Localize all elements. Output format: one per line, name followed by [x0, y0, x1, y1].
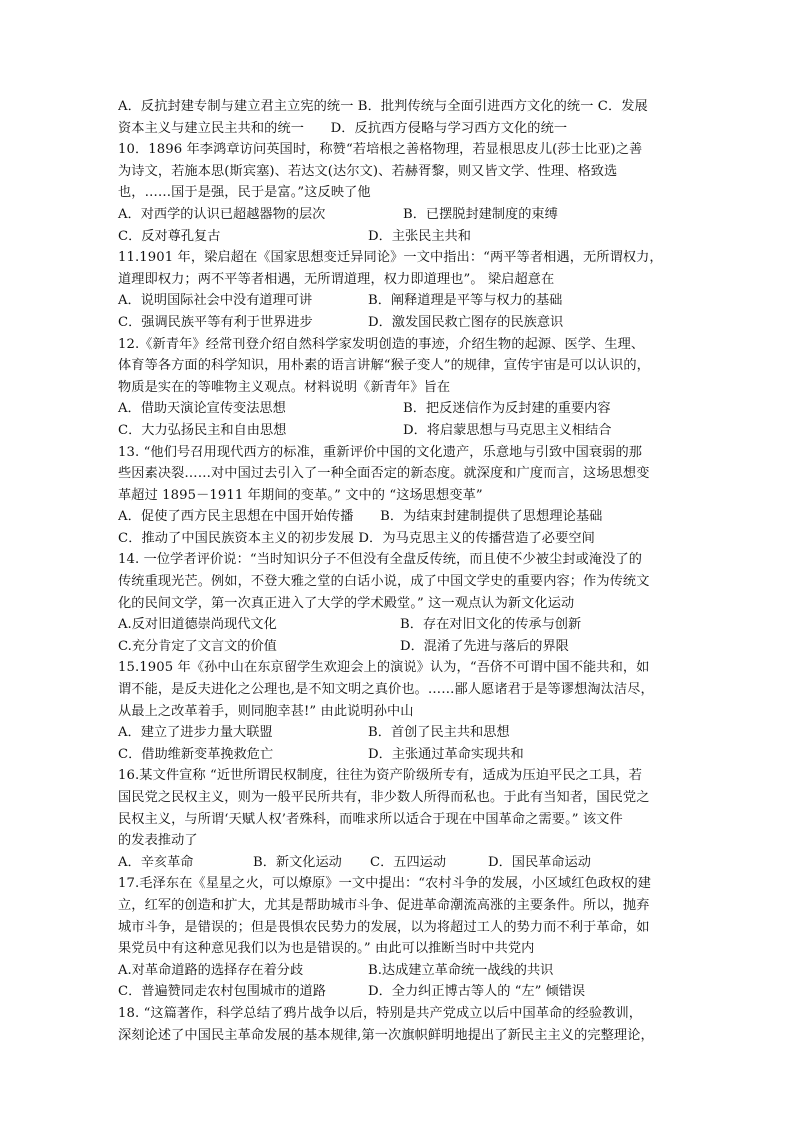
- q16-option-a: A．辛亥革命: [118, 854, 194, 870]
- q12-option-b: B．把反迷信作为反封建的重要内容: [403, 401, 611, 417]
- q16-stem-line: 民权主义，与所谓‘天赋人权’者殊科，而唯求所以适合于现在中国革命之需要。” 该文件: [118, 811, 623, 827]
- q11-option-b: B．阐释道理是平等与权力的基础: [368, 293, 563, 309]
- q11-stem-line: 11.1901 年，梁启超在《国家思想变迁异同论》一文中指出：“两平等者相遇，无所谓权力，: [118, 250, 663, 266]
- q17-option-d: D．全力纠正博古等人的 “左” 倾错误: [368, 984, 586, 1000]
- q10-option-a: A．对西学的认识已超越器物的层次: [118, 206, 326, 222]
- exam-content: [118, 96, 680, 1046]
- q14-options-row: [118, 614, 680, 636]
- q12-option-c: C．大力弘扬民主和自由思想: [118, 422, 287, 438]
- q15-stem-line: 谓不能，是反夫进化之公理也,是不知文明之真价也。……鄙人愿诸君于是等谬想淘汰洁尽，: [118, 682, 654, 698]
- q16-option-d: D．国民革命运动: [488, 854, 591, 870]
- q11-options-row: [118, 290, 680, 312]
- q11-option-a: A．说明国际社会中没有道理可讲: [118, 293, 313, 309]
- q13-option-line: A．促使了西方民主思想在中国开始传播 B．为结束封建制提供了思想理论基础: [118, 509, 603, 525]
- q15-option-a: A．建立了进步力量大联盟: [118, 725, 273, 741]
- q17-stem-line: 立，红军的创造和扩大，尤其是帮助城市斗争、促进革命潮流高涨的主要条件。所以，抛弃: [118, 897, 650, 913]
- q16-stem-line: 的发表推动了: [118, 833, 198, 849]
- q11-options-row: [118, 312, 680, 334]
- q12-options-row: [118, 420, 680, 442]
- q18-stem-line: 深刻论述了中国民主革命发展的基本规律,第一次旗帜鲜明地提出了新民主主义的完整理论，: [118, 1027, 654, 1043]
- q12-stem-line: 物质是实在的等唯物主义观点。材料说明《新青年》旨在: [118, 379, 451, 395]
- q12-option-d: D．将启蒙思想与马克思主义相结合: [403, 422, 612, 438]
- q14-option-b: B．存在对旧文化的传承与创新: [400, 617, 582, 633]
- q17-stem-line: 17.毛泽东在《星星之火，可以燎原》一文中提出：“农村斗争的发展，小区域红色政权的建: [118, 876, 652, 892]
- q16-stem-line: 国民党之民权主义，则为一般平民所共有，非少数人所得而私也。于此有当知者，国民党之: [118, 790, 650, 805]
- q17-stem-line: 城市斗争，是错误的；但是畏惧农民势力的发展，以为将超过工人的势力而不利于革命，如: [118, 919, 650, 935]
- q15-stem-line: 从最上之改革着手，则同胞幸甚!” 由此说明孙中山: [118, 703, 414, 719]
- q15-options-row: [118, 744, 680, 766]
- q11-option-d: D．激发国民救亡图存的民族意识: [368, 314, 564, 330]
- q16-option-c: C．五四运动: [370, 854, 447, 870]
- q13-option-line: C．推动了中国民族资本主义的初步发展 D．为马克思主义的传播营造了必要空间: [118, 530, 595, 546]
- q12-stem-line: 体育等各方面的科学知识，用朴素的语言讲解“猴子变人”的规律，宣传宇宙是可以认识的，: [118, 358, 650, 374]
- q9-option-line: 资本主义与建立民主共和的统一 D．反抗西方侵略与学习西方文化的统一: [118, 120, 568, 136]
- q16-options-row: [118, 852, 680, 874]
- q16-stem-line: 16.某文件宣称 “近世所谓民权制度，往往为资产阶级所专有，适成为压迫平民之工具，若: [118, 768, 643, 784]
- q15-option-b: B．首创了民主共和思想: [368, 725, 510, 741]
- q10-option-b: B．已摆脱封建制度的束缚: [403, 206, 558, 222]
- q14-option-a: A.反对旧道德崇尚现代文化: [118, 617, 277, 633]
- q15-option-c: C．借助维新变革挽救危亡: [118, 746, 274, 762]
- q17-options-row: [118, 981, 680, 1003]
- q14-option-d: D．混淆了先进与落后的界限: [400, 638, 569, 654]
- q16-option-b: B．新文化运动: [253, 854, 342, 870]
- q10-options-row: [118, 204, 680, 226]
- q15-option-d: D．主张通过革命实现共和: [368, 746, 524, 762]
- q14-stem-line: 化的民间文学，第一次真正进入了大学的学术殿堂。” 这一观点认为新文化运动: [118, 595, 575, 611]
- q14-stem-line: 14. 一位学者评价说：“当时知识分子不但没有全盘反传统，而且使不少被尘封或淹没了的: [118, 552, 643, 568]
- q11-option-c: C．强调民族平等有利于世界进步: [118, 314, 313, 330]
- q17-options-row: [118, 960, 680, 982]
- q14-options-row: [118, 636, 680, 658]
- q17-option-a: A.对革命道路的选择存在着分歧: [118, 962, 304, 978]
- q13-stem-line: 13. “他们号召用现代西方的标准，重新评价中国的文化遗产，乐意地与引致中国衰弱的那: [118, 444, 643, 460]
- q11-stem-line: 道理即权力；两不平等者相遇，无所谓道理，权力即道理也”。 梁启超意在: [118, 271, 555, 287]
- q10-stem-line: 10．1896 年李鸿章访问英国时，称赞“若培根之善格物理，若显根思皮儿(莎士比亚)之善: [118, 142, 643, 158]
- q12-option-a: A．借助天演论宣传变法思想: [118, 401, 286, 417]
- q12-stem-line: 12.《新青年》经常刊登介绍自然科学家发明创造的事迹，介绍生物的起源、医学、生理、: [118, 336, 645, 352]
- q10-option-c: C．反对尊孔复古: [118, 228, 221, 244]
- q15-options-row: [118, 722, 680, 744]
- q10-options-row: [118, 226, 680, 248]
- q17-option-b: B.达成建立革命统一战线的共识: [368, 962, 554, 978]
- q9-option-line: A．反抗封建专制与建立君主立宪的统一 B．批判传统与全面引进西方文化的统一 C．发展: [118, 99, 648, 114]
- q13-stem-line: 革超过 1895－1911 年期间的变革。” 文中的 “这场思想变革”: [118, 487, 483, 503]
- q13-stem-line: 些因素决裂……对中国过去引入了一种全面否定的新态度。就深度和广度而言，这场思想变: [118, 466, 650, 482]
- q15-stem-line: 15.1905 年《孙中山在东京留学生欢迎会上的演说》认为，“吾侪不可谓中国不能共和，如: [118, 660, 650, 676]
- q10-stem-line: 为诗文，若施本思(斯宾塞)、若达文(达尔文)、若赫胥黎，则又皆文学、性理、格致选: [118, 163, 618, 179]
- q14-option-c: C.充分肯定了文言文的价值: [118, 638, 277, 654]
- q18-stem-line: 18. “这篇著作，科学总结了鸦片战争以后，特别是共产党成立以后中国革命的经验教训，: [118, 1005, 643, 1021]
- q12-options-row: [118, 398, 680, 420]
- q17-option-c: C．普遍赞同走农村包围城市的道路: [118, 984, 326, 1000]
- q10-option-d: D．主张民主共和: [368, 228, 471, 244]
- q14-stem-line: 传统重现光芒。例如，不登大雅之堂的白话小说，成了中国文学史的重要内容；作为传统文: [118, 574, 650, 590]
- q17-stem-line: 果党员中有这种意见我们以为也是错误的。” 由此可以推断当时中共党内: [118, 941, 535, 957]
- q10-stem-line: 也，……国于是强，民于是富。”这反映了他: [118, 185, 371, 201]
